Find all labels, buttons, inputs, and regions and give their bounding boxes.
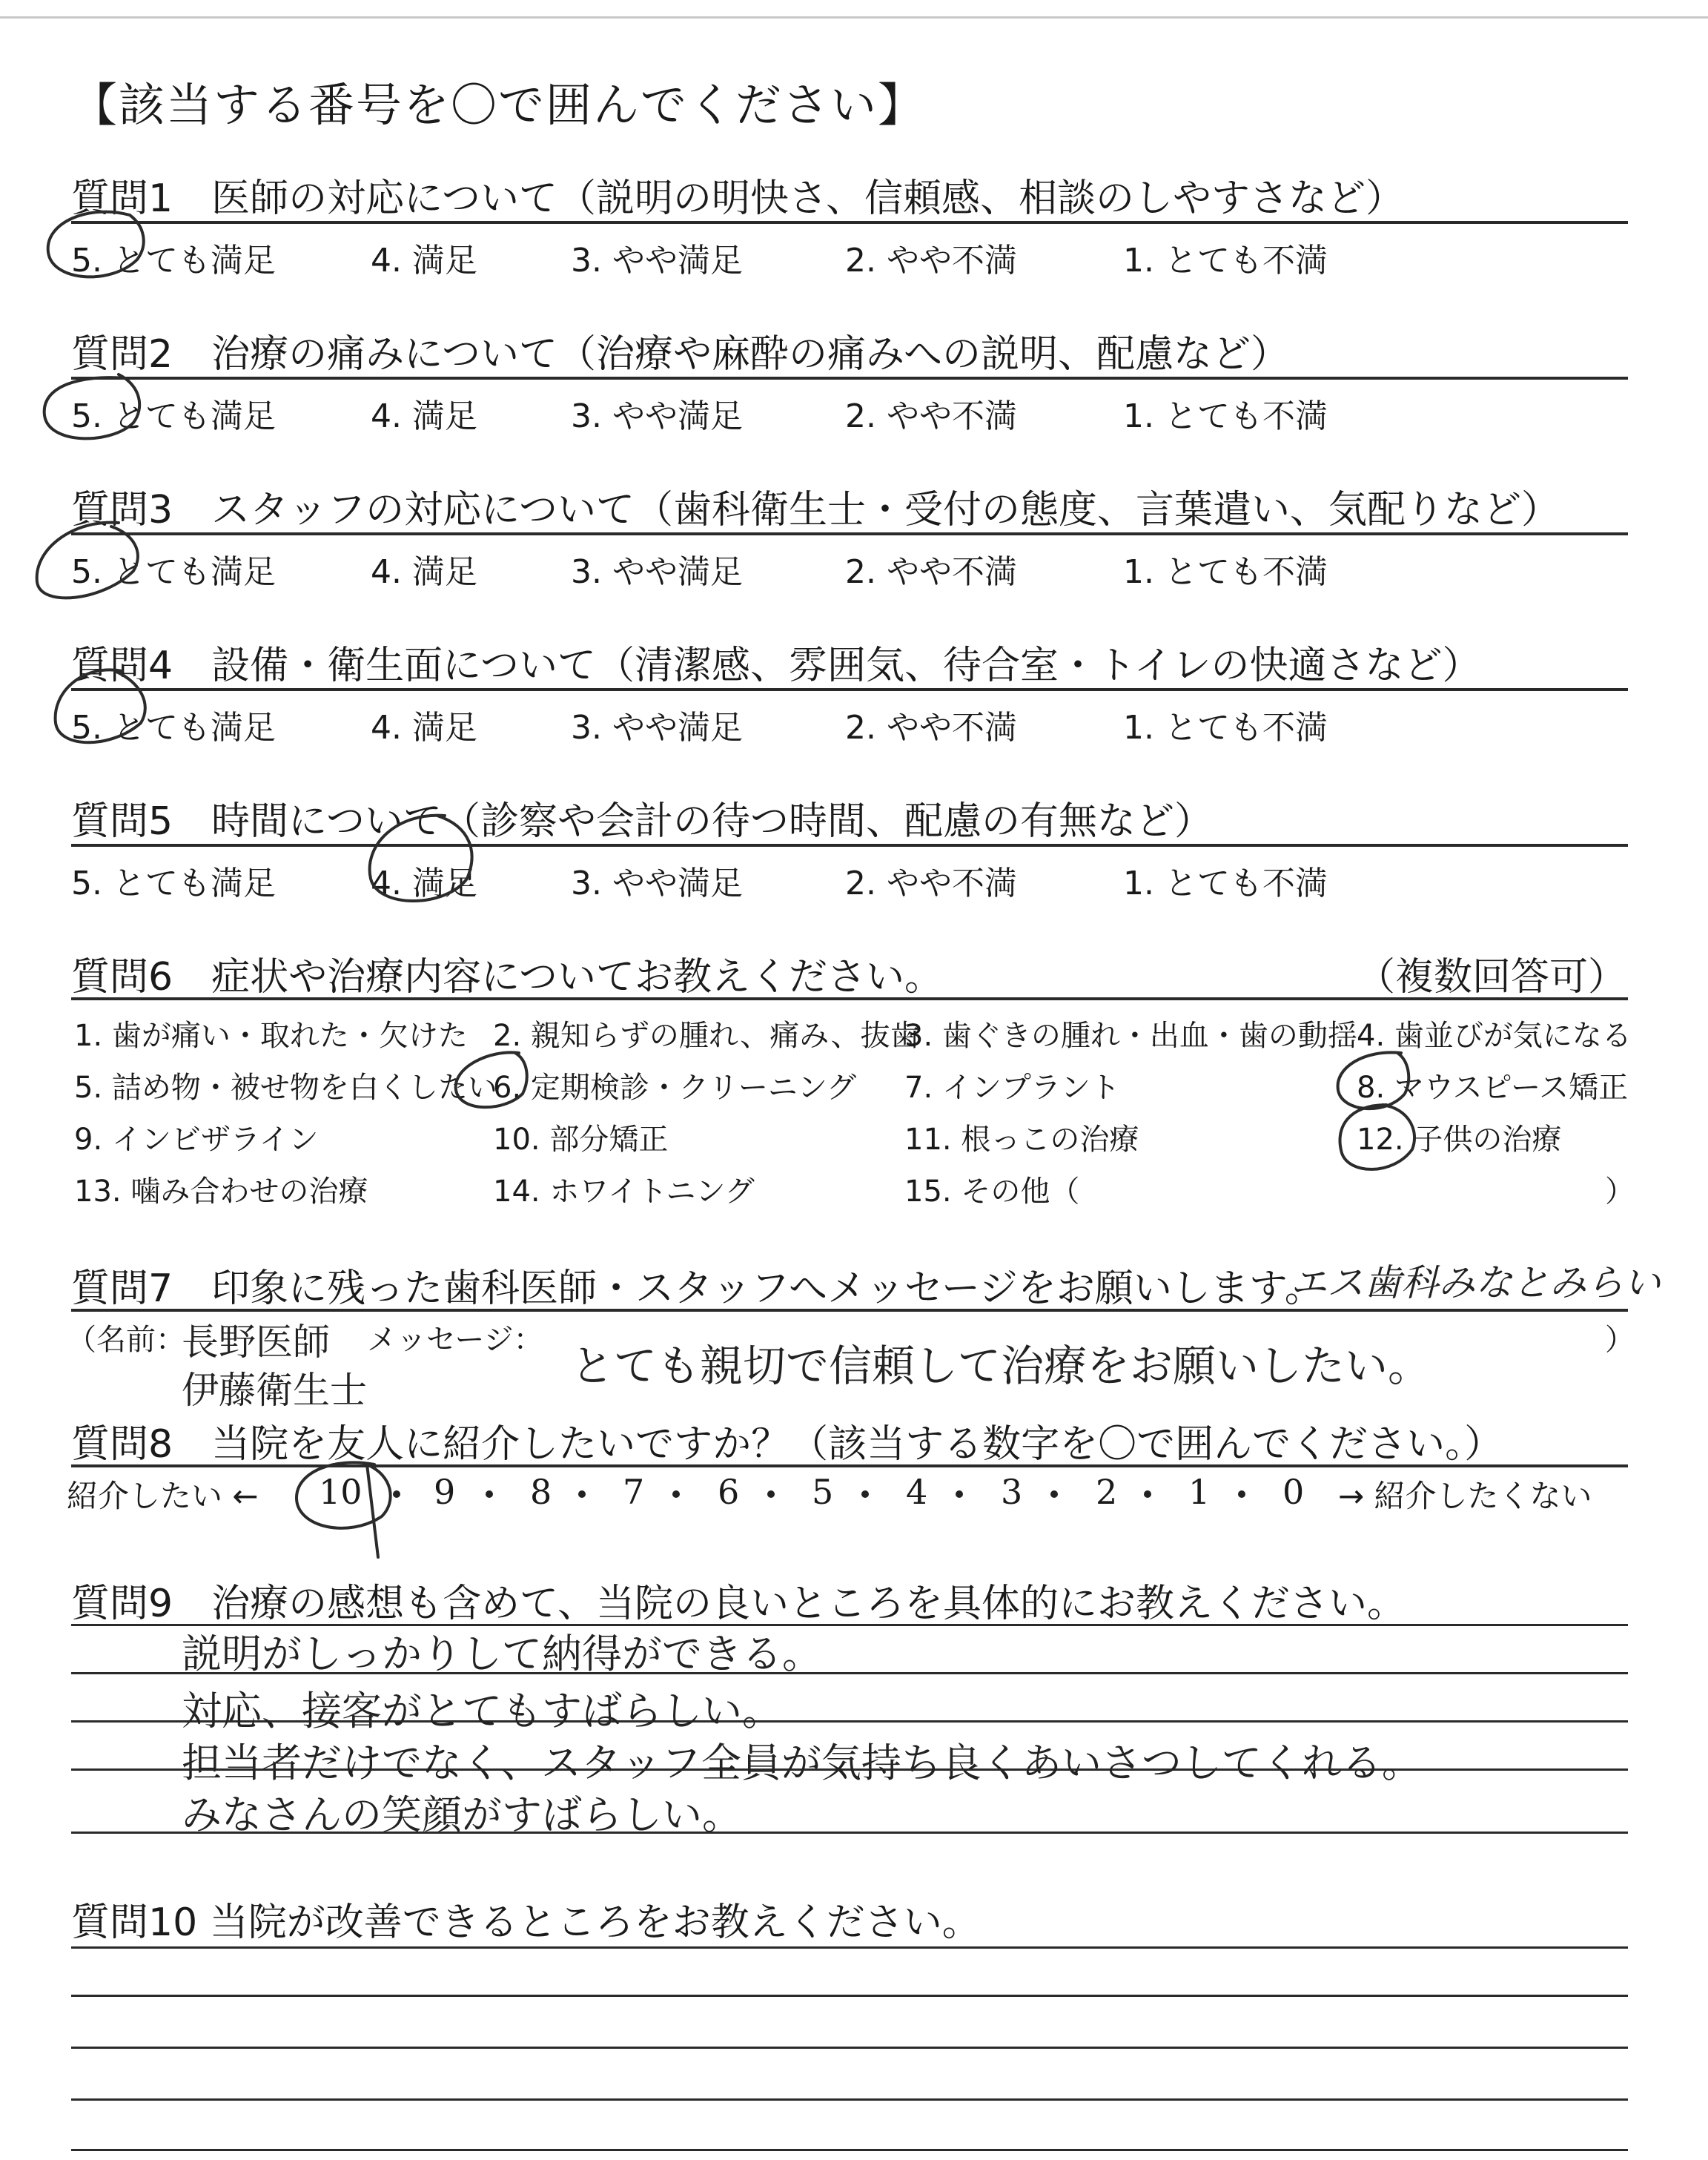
q2-option-3[interactable]: 3. やや満足 — [571, 397, 743, 435]
q7-handwritten-name-1[interactable]: 長野医師 — [182, 1321, 330, 1364]
question-6: 質問6 症状や治療内容についてお教えください。 — [71, 955, 944, 1000]
q5-option-5[interactable]: 5. とても満足 — [71, 865, 276, 902]
q6-selection-circle-8 — [1338, 1052, 1409, 1109]
q9-handwritten-line-3[interactable]: 担当者だけでなく、スタッフ全員が気持ち良くあいさつしてくれる。 — [182, 1740, 1422, 1786]
question-2: 質問2 治療の痛みについて（治療や麻酔の痛みへの説明、配慮など） — [71, 332, 1290, 377]
q1-option-5[interactable]: 5. とても満足 — [71, 242, 276, 280]
q6-option-2[interactable]: 2. 親知らずの腫れ、痛み、抜歯 — [493, 1019, 920, 1053]
question-5: 質問5 時間について（診察や会計の待つ時間、配慮の有無など） — [71, 799, 1214, 844]
q5-option-1[interactable]: 1. とても不満 — [1123, 865, 1328, 902]
q5-selection-circle — [370, 816, 472, 901]
q8-scale-8[interactable]: 8 — [530, 1472, 552, 1512]
q2-option-2[interactable]: 2. やや不満 — [845, 397, 1017, 435]
q6-option-9[interactable]: 9. インビザライン — [74, 1123, 319, 1157]
q1-option-4[interactable]: 4. 満足 — [371, 242, 477, 280]
q6-other-close: ） — [1605, 1175, 1635, 1209]
question-1: 質問1 医師の対応について（説明の明快さ、信頼感、相談のしやすさなど） — [71, 176, 1404, 221]
q2-option-4[interactable]: 4. 満足 — [371, 397, 477, 435]
q6-option-15[interactable]: 15. その他（ — [904, 1175, 1080, 1209]
q8-scale-5[interactable]: 5 — [812, 1472, 834, 1512]
q3-selection-circle — [37, 523, 138, 598]
q2-option-5[interactable]: 5. とても満足 — [71, 397, 276, 435]
q8-scale-9[interactable]: 9 — [434, 1472, 456, 1512]
q7-handwritten-name-2[interactable]: 伊藤衛生士 — [182, 1369, 367, 1412]
q4-option-5[interactable]: 5. とても満足 — [71, 709, 276, 747]
q1-option-2[interactable]: 2. やや不満 — [845, 242, 1017, 280]
question-8: 質問8 当院を友人に紹介したいですか？（該当する数字を〇で囲んでください。） — [71, 1422, 1503, 1467]
q5-option-3[interactable]: 3. やや満足 — [571, 865, 743, 902]
q3-option-4[interactable]: 4. 満足 — [371, 553, 477, 591]
q7-name-label: （名前： — [67, 1323, 185, 1357]
q7-handwritten-clinic: エス歯科みなとみらい — [1290, 1261, 1661, 1304]
page-title: 【該当する番号を〇で囲んでください】 — [71, 78, 926, 132]
q4-selection-circle — [56, 670, 145, 742]
q8-left-label: 紹介したい ← — [67, 1478, 259, 1514]
q1-option-1[interactable]: 1. とても不満 — [1123, 242, 1328, 280]
q8-scale-7[interactable]: 7 — [623, 1472, 645, 1512]
q6-option-6[interactable]: 6. 定期検診・クリーニング — [493, 1071, 857, 1105]
q8-right-label: → 紹介したくない — [1338, 1478, 1592, 1514]
q8-scale-0[interactable]: 0 — [1282, 1472, 1305, 1512]
question-6-note: （複数回答可） — [1357, 955, 1627, 1000]
q6-selection-circle-12 — [1340, 1105, 1415, 1169]
q6-option-1[interactable]: 1. 歯が痛い・取れた・欠けた — [74, 1019, 468, 1053]
q6-selection-circle-6 — [456, 1052, 527, 1107]
q3-option-3[interactable]: 3. やや満足 — [571, 553, 743, 591]
q8-scale-2[interactable]: 2 — [1096, 1472, 1118, 1512]
q9-handwritten-line-1[interactable]: 説明がしっかりして納得ができる。 — [182, 1631, 822, 1677]
q3-option-1[interactable]: 1. とても不満 — [1123, 553, 1328, 591]
q9-handwritten-line-4[interactable]: みなさんの笑顔がすばらしい。 — [182, 1791, 742, 1838]
question-10: 質問10 当院が改善できるところをお教えください。 — [71, 1900, 981, 1945]
q8-scale-4[interactable]: 4 — [906, 1472, 928, 1512]
q3-option-2[interactable]: 2. やや不満 — [845, 553, 1017, 591]
q5-option-4[interactable]: 4. 満足 — [371, 865, 477, 902]
q7-handwritten-message[interactable]: とても親切で信頼して治療をお願いしたい。 — [571, 1341, 1431, 1391]
q6-option-3[interactable]: 3. 歯ぐきの腫れ・出血・歯の動揺 — [904, 1019, 1357, 1053]
q6-option-13[interactable]: 13. 噛み合わせの治療 — [74, 1175, 368, 1209]
q8-selection-circle — [297, 1462, 391, 1557]
q6-option-10[interactable]: 10. 部分矯正 — [493, 1123, 669, 1157]
q6-option-14[interactable]: 14. ホワイトニング — [493, 1175, 755, 1209]
q8-scale-6[interactable]: 6 — [718, 1472, 740, 1512]
q6-option-5[interactable]: 5. 詰め物・被せ物を白くしたい — [74, 1071, 497, 1105]
q9-handwritten-line-2[interactable]: 対応、接客がとてもすばらしい。 — [182, 1688, 782, 1734]
question-4: 質問4 設備・衛生面について（清潔感、雰囲気、待合室・トイレの快適さなど） — [71, 644, 1481, 688]
question-7: 質問7 印象に残った歯科医師・スタッフへメッセージをお願いします。 — [71, 1266, 1323, 1311]
question-9: 質問9 治療の感想も含めて、当院の良いところを具体的にお教えください。 — [71, 1582, 1406, 1626]
q1-selection-circle — [48, 212, 144, 277]
q7-close-paren: ） — [1605, 1323, 1635, 1357]
q6-option-11[interactable]: 11. 根っこの治療 — [904, 1123, 1139, 1157]
q4-option-4[interactable]: 4. 満足 — [371, 709, 477, 747]
q6-option-8[interactable]: 8. マウスピース矯正 — [1357, 1071, 1629, 1105]
q8-scale-1[interactable]: 1 — [1188, 1472, 1211, 1512]
q2-option-1[interactable]: 1. とても不満 — [1123, 397, 1328, 435]
q8-scale-10[interactable]: 10 — [319, 1472, 363, 1512]
q7-message-label: メッセージ： — [367, 1323, 543, 1357]
q6-option-7[interactable]: 7. インプラント — [904, 1071, 1120, 1105]
q4-option-2[interactable]: 2. やや不満 — [845, 709, 1017, 747]
q8-scale-3[interactable]: 3 — [1001, 1472, 1023, 1512]
q6-option-12[interactable]: 12. 子供の治療 — [1357, 1123, 1562, 1157]
q6-option-4[interactable]: 4. 歯並びが気になる — [1357, 1019, 1632, 1053]
q4-option-1[interactable]: 1. とても不満 — [1123, 709, 1328, 747]
question-3: 質問3 スタッフの対応について（歯科衛生士・受付の態度、言葉遣い、気配りなど） — [71, 488, 1560, 532]
q4-option-3[interactable]: 3. やや満足 — [571, 709, 743, 747]
q2-selection-circle — [44, 374, 140, 438]
q1-option-3[interactable]: 3. やや満足 — [571, 242, 743, 280]
q5-option-2[interactable]: 2. やや不満 — [845, 865, 1017, 902]
q3-option-5[interactable]: 5. とても満足 — [71, 553, 276, 591]
